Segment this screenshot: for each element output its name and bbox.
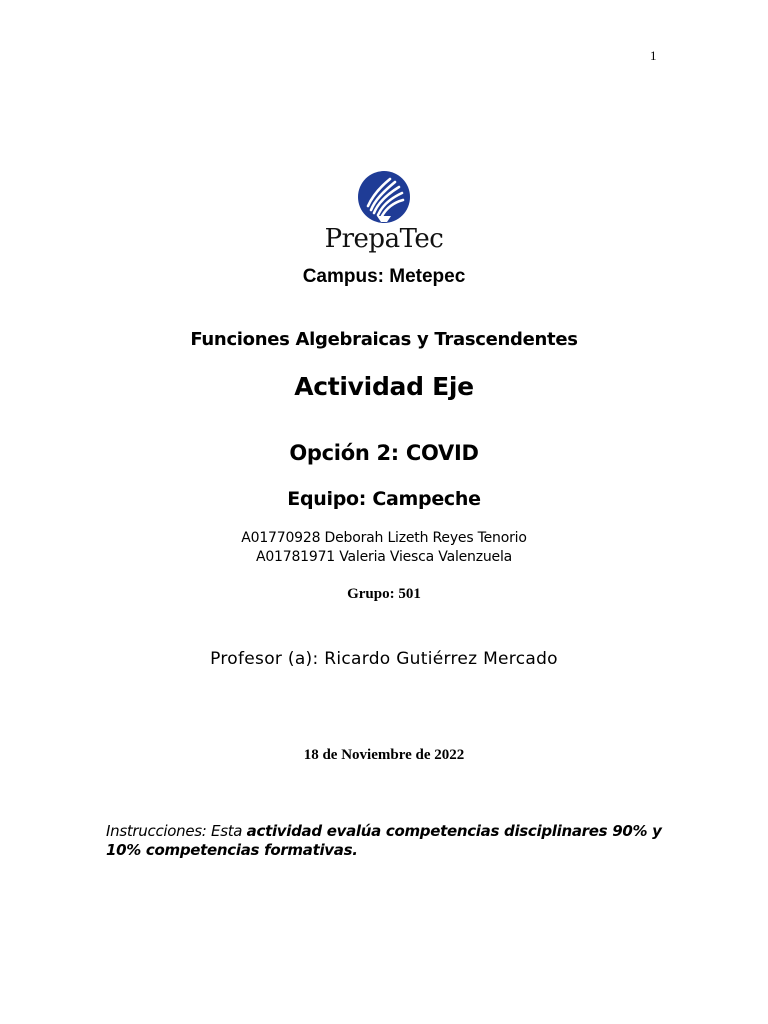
logo [0,170,768,224]
page-number: 1 [650,48,657,63]
activity-title: Actividad Eje [294,372,474,401]
instructions-body-start: Esta [211,822,247,840]
professor-label: Profesor (a): Ricardo Gutiérrez Mercado [210,649,558,669]
group-label: Grupo: 501 [347,586,421,602]
instructions-paragraph [106,822,686,860]
course-title: Funciones Algebraicas y Trascendentes [190,329,578,350]
logo-text: PrepaTec [324,224,444,254]
team-title: Equipo: Campeche [287,488,481,510]
option-title: Opción 2: COVID [289,441,479,465]
date-label: 18 de Noviembre de 2022 [303,747,465,763]
campus-heading: Campus: Metepec [302,266,466,287]
prepatec-torch-logo-icon [357,170,411,224]
instructions-label: Instrucciones: [106,822,212,840]
team-member: A01781971 Valeria Viesca Valenzuela [255,549,513,565]
team-member: A01770928 Deborah Lizeth Reyes Tenorio [241,530,527,546]
instructions-body: actividad evalúa competencias disciplinares 90% y 10% competencias formativas. [106,822,662,859]
